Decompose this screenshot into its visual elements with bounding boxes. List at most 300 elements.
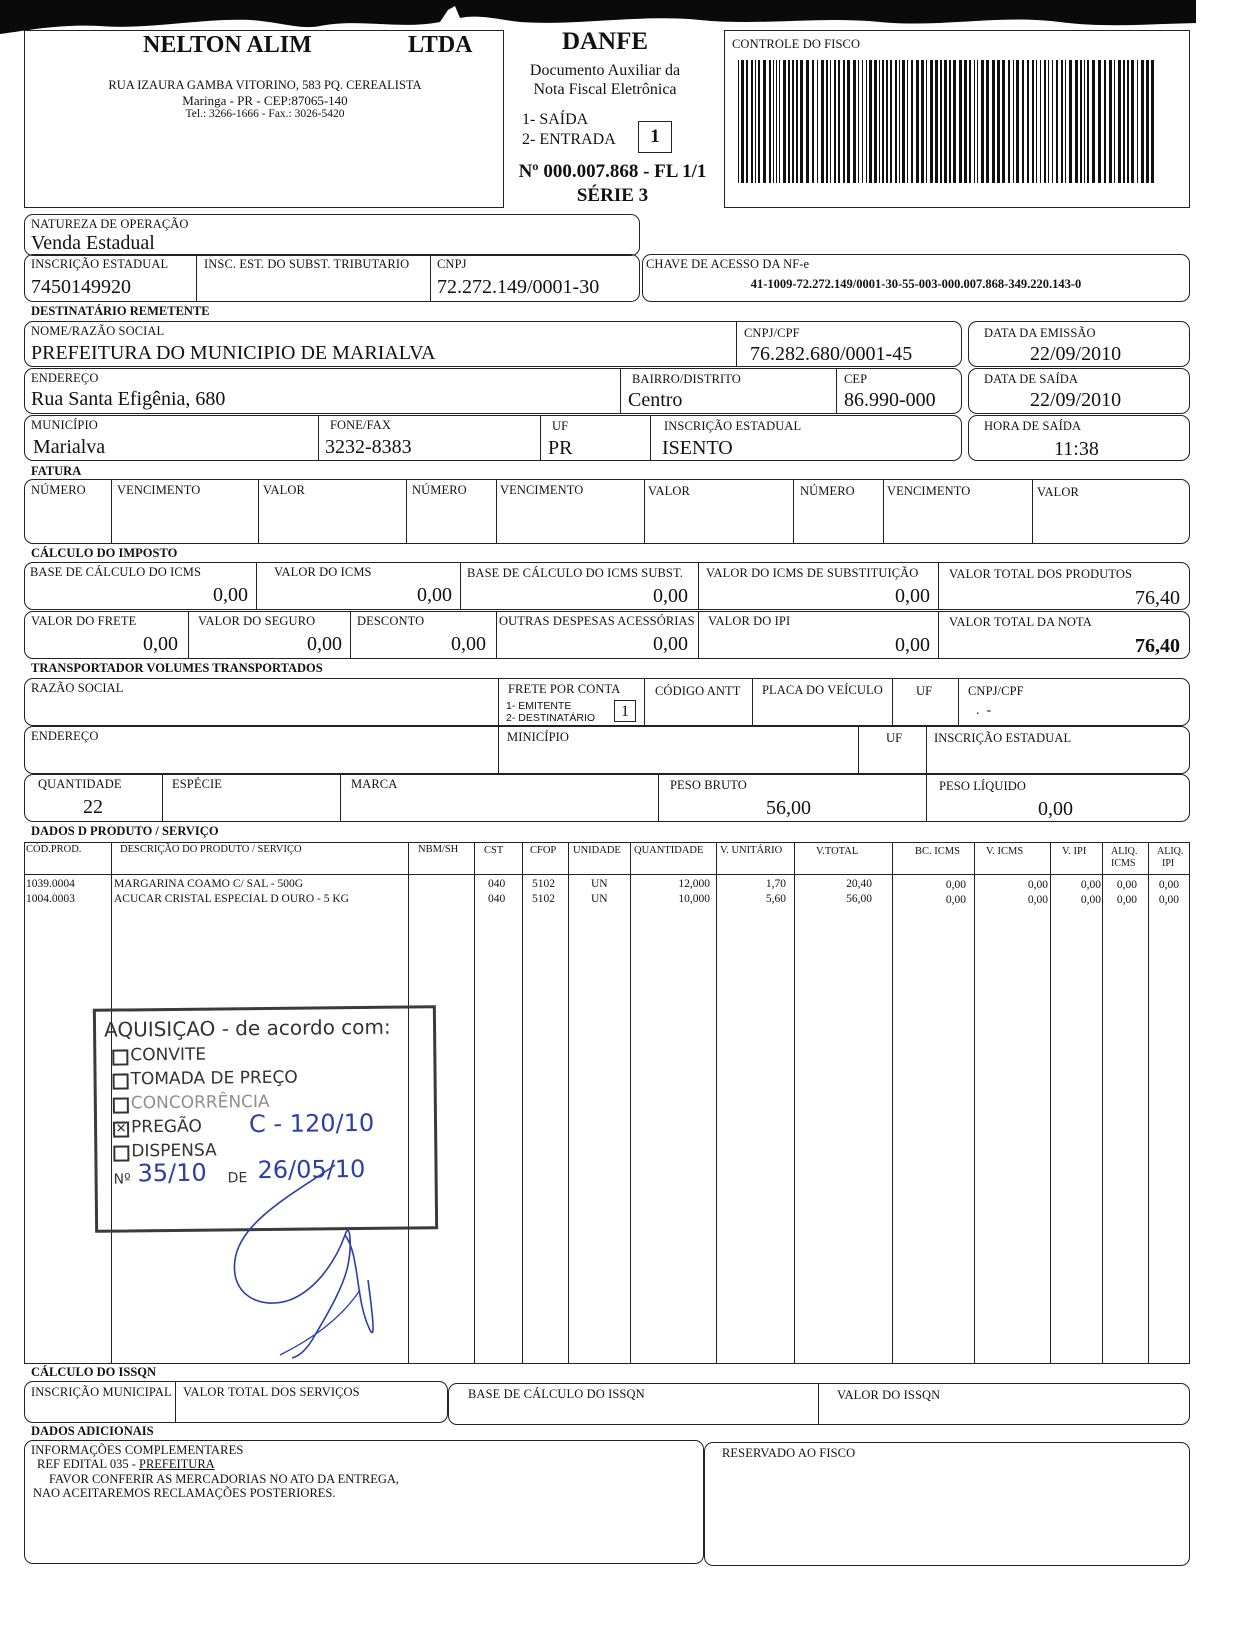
destinatario-section: DESTINATÁRIO REMETENTE (31, 304, 210, 318)
barcode-bar (1123, 60, 1125, 183)
col-vipi: V. IPI (1062, 846, 1087, 857)
barcode-bar (1137, 60, 1138, 183)
total-produtos-label: VALOR TOTAL DOS PRODUTOS (949, 567, 1133, 581)
barcode-bar (838, 60, 840, 183)
barcode-bar (986, 60, 989, 183)
divider (658, 774, 659, 822)
col-divider (630, 842, 631, 1364)
divider (650, 415, 651, 461)
barcode-bar (940, 60, 942, 183)
produtos-section: DADOS D PRODUTO / SERVIÇO (31, 824, 219, 838)
especie-label: ESPÉCIE (172, 777, 223, 791)
barcode-bar (796, 60, 798, 183)
barcode-bar (882, 60, 884, 183)
fatura-valor-1: VALOR (263, 483, 305, 497)
barcode-bar (1065, 60, 1066, 183)
hora-value: 11:38 (1054, 438, 1099, 460)
barcode-bar (1016, 60, 1019, 183)
row2-un: UN (591, 893, 608, 905)
divider (162, 774, 163, 822)
divider (752, 678, 753, 726)
col-aliq-ipi-1: ALIQ. (1157, 846, 1184, 857)
barcode-bar (926, 60, 927, 183)
outras-label: OUTRAS DESPESAS ACESSÓRIAS (499, 614, 695, 628)
barcode-bar (1013, 60, 1014, 183)
col-vicms: V. ICMS (986, 846, 1024, 857)
barcode-bar (806, 60, 809, 183)
ipi-value: 0,00 (895, 634, 930, 656)
barcode-bar (776, 60, 777, 183)
barcode-bar (969, 60, 971, 183)
frete-conta-box: 1 (614, 700, 636, 722)
divider (958, 678, 959, 726)
fatura-vencimento-3: VENCIMENTO (887, 484, 971, 498)
barcode-bar (1056, 60, 1058, 183)
stamp-pregao-number: C - 120/10 (248, 1108, 375, 1139)
divider (540, 415, 541, 461)
barcode-bar (858, 60, 859, 183)
stamp-opt-pregao: PREGÃO (130, 1116, 202, 1138)
uf-label: UF (552, 419, 569, 433)
signature (220, 1160, 450, 1360)
data-saida-label: DATA DE SAÍDA (984, 372, 1079, 386)
col-aliq-icms-1: ALIQ. (1111, 846, 1138, 857)
danfe-subtitle-1: Documento Auxiliar da (529, 62, 681, 79)
barcode-bar (895, 60, 897, 183)
dest-municipio-box (24, 415, 962, 461)
barcode-bar (907, 60, 908, 183)
barcode-bar (866, 60, 867, 183)
barcode-bar (1092, 60, 1095, 183)
placa-label: PLACA DO VEÍCULO (762, 683, 883, 697)
chave-label: CHAVE DE ACESSO DA NF-e (646, 257, 810, 271)
saida-option: 1- SAÍDA (522, 111, 589, 128)
row1-cod: 1039.0004 (26, 878, 75, 890)
outras-value: 0,00 (653, 633, 688, 655)
col-ncm: NBM/SH (418, 844, 459, 855)
checkbox-icon (112, 1049, 128, 1065)
barcode-bar (792, 60, 794, 183)
issqn-servicos-label: VALOR TOTAL DOS SERVIÇOS (183, 1385, 360, 1399)
ipi-label: VALOR DO IPI (708, 614, 791, 628)
row2-vunit: 5,60 (765, 893, 786, 905)
dest-ie-label: INSCRIÇÃO ESTADUAL (664, 419, 802, 433)
issqn-im-label: INSCRIÇÃO MUNICIPAL (31, 1385, 172, 1399)
barcode-bar (949, 60, 951, 183)
barcode-bar (1002, 60, 1005, 183)
barcode-bar (1087, 60, 1089, 183)
barcode-bar (830, 60, 831, 183)
row1-cfop: 5102 (532, 878, 555, 890)
barcode-bar (1061, 60, 1063, 183)
barcode-bar (1075, 60, 1078, 183)
row1-qtd: 12,000 (678, 878, 710, 890)
dest-ie-value: ISENTO (662, 437, 733, 459)
barcode-bar (1118, 60, 1121, 183)
barcode-bar (773, 60, 774, 183)
row1-bcicms: 0,00 (945, 879, 966, 891)
barcode-bar (879, 60, 880, 183)
stamp-opt-convite: CONVITE (130, 1044, 207, 1066)
barcode-bar (944, 60, 947, 183)
nf-serie: SÉRIE 3 (576, 185, 649, 206)
barcode-bar (755, 60, 756, 183)
dest-cnpj-value: 76.282.680/0001-45 (750, 343, 913, 365)
divider (938, 611, 939, 659)
barcode-bar (1109, 60, 1112, 183)
divider (196, 254, 197, 302)
barcode-bar (826, 60, 828, 183)
frete-value: 0,00 (143, 633, 178, 655)
barcode-bar (1151, 60, 1154, 183)
barcode-bar (977, 60, 978, 183)
frete-conta-label: FRETE POR CONTA (508, 682, 621, 696)
barcode-bar (847, 60, 850, 183)
row2-vtotal: 56,00 (846, 893, 872, 905)
checkbox-icon (113, 1145, 129, 1161)
municipio-value: Marialva (33, 436, 106, 458)
barcode-bar (1036, 60, 1037, 183)
bc-st-value: 0,00 (653, 585, 688, 607)
transporte-section: TRANSPORTADOR VOLUMES TRANSPORTADOS (31, 661, 323, 675)
barcode-bar (817, 60, 818, 183)
barcode-bar (843, 60, 845, 183)
transp-ie-label: INSCRIÇÃO ESTADUAL (934, 731, 1072, 745)
transp-cnpj-placeholder: . - (976, 703, 992, 718)
col-divider (1102, 842, 1103, 1364)
col-unidade: UNIDADE (573, 845, 621, 856)
row2-cfop: 5102 (532, 893, 555, 905)
divider (111, 479, 112, 544)
peso-liq-label: PESO LÍQUIDO (939, 779, 1026, 793)
company-suffix: LTDA (408, 32, 473, 58)
nf-number: Nº 000.007.868 - FL 1/1 (518, 161, 707, 182)
row1-un: UN (591, 878, 608, 890)
table-header-divider (24, 874, 1190, 875)
divider (698, 562, 699, 610)
company-name: NELTON ALIM (143, 32, 312, 58)
stamp-opt-concorrencia: CONCORRÊNCIA (130, 1091, 270, 1114)
col-divider (974, 842, 975, 1364)
stamp-no-value: 35/10 (137, 1158, 207, 1188)
icms-label: VALOR DO ICMS (274, 565, 372, 579)
barcode-bar (1048, 60, 1049, 183)
divider (620, 368, 621, 414)
row2-aliqicms: 0,00 (1116, 894, 1137, 906)
barcode-bar (899, 60, 900, 183)
info-line-2: FAVOR CONFERIR AS MERCADORIAS NO ATO DA ENTREGA, (49, 1472, 400, 1486)
barcode-bar (769, 60, 771, 183)
divider (836, 368, 837, 414)
company-city: Maringa - PR - CEP:87065-140 (182, 93, 348, 108)
cnpj-label: CNPJ (437, 257, 467, 271)
divider (350, 611, 351, 659)
divider (498, 726, 499, 774)
divider (340, 774, 341, 822)
issqn-section: CÁLCULO DO ISSQN (31, 1365, 157, 1379)
barcode-bar (959, 60, 962, 183)
frete-label: VALOR DO FRETE (31, 614, 137, 628)
divider (496, 611, 497, 659)
peso-bruto-value: 56,00 (766, 797, 811, 819)
barcode (738, 60, 1158, 185)
emissao-value: 22/09/2010 (1030, 343, 1122, 365)
stamp-opt-tomada: TOMADA DE PREÇO (130, 1067, 298, 1090)
divider (644, 479, 645, 544)
barcode-bar (738, 60, 739, 183)
reservado-fisco-label: RESERVADO AO FISCO (722, 1446, 856, 1460)
company-phone: Tel.: 3266-1666 - Fax.: 3026-5420 (185, 108, 345, 120)
barcode-bar (1008, 60, 1010, 183)
barcode-bar (916, 60, 919, 183)
barcode-bar (862, 60, 863, 183)
fisco-label: CONTROLE DO FISCO (732, 37, 861, 51)
barcode-bar (921, 60, 924, 183)
fatura-section: FATURA (31, 464, 82, 478)
cep-label: CEP (844, 372, 868, 386)
col-aliq-ipi-2: IPI (1162, 858, 1175, 869)
frete-opt-1: 1- EMITENTE (506, 700, 572, 712)
barcode-bar (1131, 60, 1134, 183)
barcode-bar (974, 60, 975, 183)
divider (406, 479, 407, 544)
checkbox-icon (113, 1073, 129, 1089)
frete-opt-2: 2- DESTINATÁRIO (506, 712, 596, 724)
barcode-bar (1022, 60, 1024, 183)
barcode-bar (853, 60, 856, 183)
marca-label: MARCA (351, 777, 398, 791)
adicionais-section: DADOS ADICIONAIS (31, 1424, 154, 1438)
row1-vipi: 0,00 (1080, 879, 1101, 891)
divider (736, 321, 737, 367)
divider (188, 611, 189, 659)
barcode-bar (1084, 60, 1085, 183)
dest-endereco-label: ENDEREÇO (31, 371, 99, 385)
barcode-bar (886, 60, 888, 183)
stamp-opt-dispensa: DISPENSA (131, 1140, 217, 1162)
bc-icms-value: 0,00 (213, 584, 248, 606)
barcode-bar (1044, 60, 1046, 183)
divider (496, 479, 497, 544)
divider (175, 1381, 176, 1423)
fone-value: 3232-8383 (325, 436, 412, 458)
col-divider (1050, 842, 1051, 1364)
divider (883, 479, 884, 544)
ie-value: 7450149920 (31, 276, 131, 298)
row2-vipi: 0,00 (1080, 894, 1101, 906)
col-divider (1148, 842, 1149, 1364)
stamp-de-label: DE (227, 1170, 248, 1187)
col-vunit: V. UNITÁRIO (720, 845, 783, 856)
barcode-bar (1146, 60, 1149, 183)
emissao-label: DATA DA EMISSÃO (984, 326, 1096, 340)
transp-uf-label: UF (916, 684, 933, 698)
fatura-numero-3: NÚMERO (800, 484, 855, 498)
divider (258, 479, 259, 544)
barcode-bar (1027, 60, 1029, 183)
barcode-bar (741, 60, 744, 183)
info-line-1 (37, 1457, 215, 1472)
tipo-operacao-box: 1 (638, 121, 672, 153)
total-nota-label: VALOR TOTAL DA NOTA (949, 615, 1092, 629)
qtd-value: 22 (83, 796, 103, 818)
seguro-value: 0,00 (307, 633, 342, 655)
total-nota-value: 76,40 (1135, 635, 1180, 657)
row1-desc: MARGARINA COAMO C/ SAL - 500G (114, 878, 304, 890)
cep-value: 86.990-000 (844, 389, 936, 411)
col-quantidade: QUANTIDADE (634, 845, 704, 856)
divider (318, 415, 319, 461)
dest-nome-value: PREFEITURA DO MUNICIPIO DE MARIALVA (31, 342, 436, 364)
fone-label: FONE/FAX (330, 418, 391, 432)
stamp-de-value: 26/05/10 (257, 1154, 366, 1185)
row2-bcicms: 0,00 (945, 894, 966, 906)
icms-st-label: VALOR DO ICMS DE SUBSTITUIÇÃO (706, 566, 919, 580)
total-produtos-value: 76,40 (1135, 587, 1180, 609)
col-bcicms: BC. ICMS (915, 846, 960, 857)
row2-cod: 1004.0003 (26, 893, 75, 905)
checkbox-icon (113, 1097, 129, 1113)
divider (644, 678, 645, 726)
col-desc: DESCRIÇÃO DO PRODUTO / SERVIÇO (120, 844, 302, 855)
ie-st-label: INSC. EST. DO SUBST. TRIBUTARIO (204, 257, 410, 271)
imposto-section: CÁLCULO DO IMPOSTO (31, 546, 178, 560)
fatura-valor-2: VALOR (648, 484, 690, 498)
divider (430, 254, 431, 302)
col-cst: CST (484, 845, 504, 856)
fatura-vencimento-1: VENCIMENTO (117, 483, 201, 497)
barcode-bar (834, 60, 836, 183)
dest-cnpj-label: CNPJ/CPF (744, 326, 800, 340)
icms-st-value: 0,00 (895, 585, 930, 607)
info-line-1-prefeitura: PREFEITURA (139, 1457, 215, 1471)
desconto-value: 0,00 (451, 633, 486, 655)
barcode-bar (812, 60, 814, 183)
row2-vicms: 0,00 (1027, 894, 1048, 906)
transp-razao-label: RAZÃO SOCIAL (31, 681, 124, 695)
entrada-option: 2- ENTRADA (522, 131, 616, 148)
barcode-bar (997, 60, 1000, 183)
danfe-subtitle-2: Nota Fiscal Eletrônica (533, 81, 677, 98)
fatura-numero-1: NÚMERO (31, 483, 86, 497)
info-line-1-prefix: REF EDITAL 035 - (37, 1457, 139, 1471)
divider (498, 678, 499, 726)
natureza-label: NATUREZA DE OPERAÇÃO (31, 217, 189, 231)
barcode-bar (1080, 60, 1082, 183)
col-divider (474, 842, 475, 1364)
info-label: INFORMAÇÕES COMPLEMENTARES (31, 1443, 244, 1457)
stamp-no-label: Nº (113, 1171, 131, 1188)
divider (892, 678, 893, 726)
row2-desc: ACUCAR CRISTAL ESPECIAL D OURO - 5 KG (114, 893, 349, 905)
barcode-bar (935, 60, 938, 183)
barcode-bar (902, 60, 905, 183)
page-margin (1196, 0, 1244, 1629)
row1-cst: 040 (488, 878, 506, 890)
issqn-bc-label: BASE DE CÁLCULO DO ISSQN (468, 1387, 645, 1401)
barcode-bar (746, 60, 748, 183)
icms-value: 0,00 (417, 584, 452, 606)
danfe-title: DANFE (561, 28, 649, 55)
barcode-bar (1069, 60, 1072, 183)
divider (938, 562, 939, 610)
barcode-bar (821, 60, 824, 183)
barcode-bar (788, 60, 790, 183)
dest-nome-label: NOME/RAZÃO SOCIAL (31, 324, 165, 338)
checked-checkbox-icon: ✕ (113, 1121, 129, 1137)
col-divider (794, 842, 795, 1364)
barcode-bar (1052, 60, 1053, 183)
barcode-bar (890, 60, 892, 183)
barcode-bar (981, 60, 984, 183)
info-line-3: NAO ACEITAREMOS RECLAMAÇÕES POSTERIORES. (33, 1486, 336, 1500)
barcode-bar (953, 60, 956, 183)
col-divider (716, 842, 717, 1364)
row1-vtotal: 20,40 (846, 878, 872, 890)
barcode-bar (911, 60, 913, 183)
barcode-bar (1032, 60, 1034, 183)
stamp-title: AQUISIÇAO - de acordo com: (103, 1014, 391, 1042)
divider (793, 479, 794, 544)
row1-vicms: 0,00 (1027, 879, 1048, 891)
transp-uf2-label: UF (886, 731, 903, 745)
divider (1032, 479, 1033, 544)
barcode-bar (779, 60, 780, 183)
fatura-vencimento-2: VENCIMENTO (500, 483, 584, 497)
municipio-label: MUNICÍPIO (31, 418, 98, 432)
col-divider (892, 842, 893, 1364)
barcode-bar (800, 60, 803, 183)
barcode-bar (1098, 60, 1101, 183)
row2-aliqipi: 0,00 (1158, 894, 1179, 906)
bc-st-label: BASE DE CÁLCULO DO ICMS SUBST. (467, 566, 683, 580)
peso-liq-value: 0,00 (1038, 798, 1073, 820)
barcode-bar (1114, 60, 1115, 183)
bc-icms-label: BASE DE CÁLCULO DO ICMS (30, 565, 202, 579)
divider (460, 562, 461, 610)
barcode-bar (758, 60, 760, 183)
fatura-valor-3: VALOR (1037, 485, 1079, 499)
barcode-bar (1040, 60, 1041, 183)
barcode-bar (1127, 60, 1129, 183)
col-cod: CÓD.PROD. (26, 844, 82, 855)
row1-aliqipi: 0,00 (1158, 879, 1179, 891)
bairro-value: Centro (628, 389, 683, 411)
divider (818, 1383, 819, 1425)
col-aliq-icms-2: ICMS (1111, 858, 1136, 869)
antt-label: CÓDIGO ANTT (655, 684, 741, 698)
barcode-bar (751, 60, 753, 183)
barcode-bar (869, 60, 872, 183)
transp-endereco-label: ENDEREÇO (31, 729, 99, 743)
divider (698, 611, 699, 659)
col-cfop: CFOP (530, 845, 557, 856)
divider (256, 562, 257, 610)
hora-label: HORA DE SAÍDA (984, 419, 1082, 433)
desconto-label: DESCONTO (357, 614, 425, 628)
row2-cst: 040 (488, 893, 506, 905)
col-vtotal: V.TOTAL (816, 846, 859, 857)
barcode-bar (992, 60, 995, 183)
row2-qtd: 10,000 (678, 893, 710, 905)
ie-label: INSCRIÇÃO ESTADUAL (31, 257, 169, 271)
barcode-bar (964, 60, 967, 183)
issqn-valor-label: VALOR DO ISSQN (837, 1388, 941, 1402)
company-address: RUA IZAURA GAMBA VITORINO, 583 PQ. CEREALISTA (108, 78, 422, 92)
chave-value: 41-1009-72.272.149/0001-30-55-003-000.007.868-349.220.143-0 (750, 277, 1082, 291)
col-divider (522, 842, 523, 1364)
row1-aliqicms: 0,00 (1116, 879, 1137, 891)
